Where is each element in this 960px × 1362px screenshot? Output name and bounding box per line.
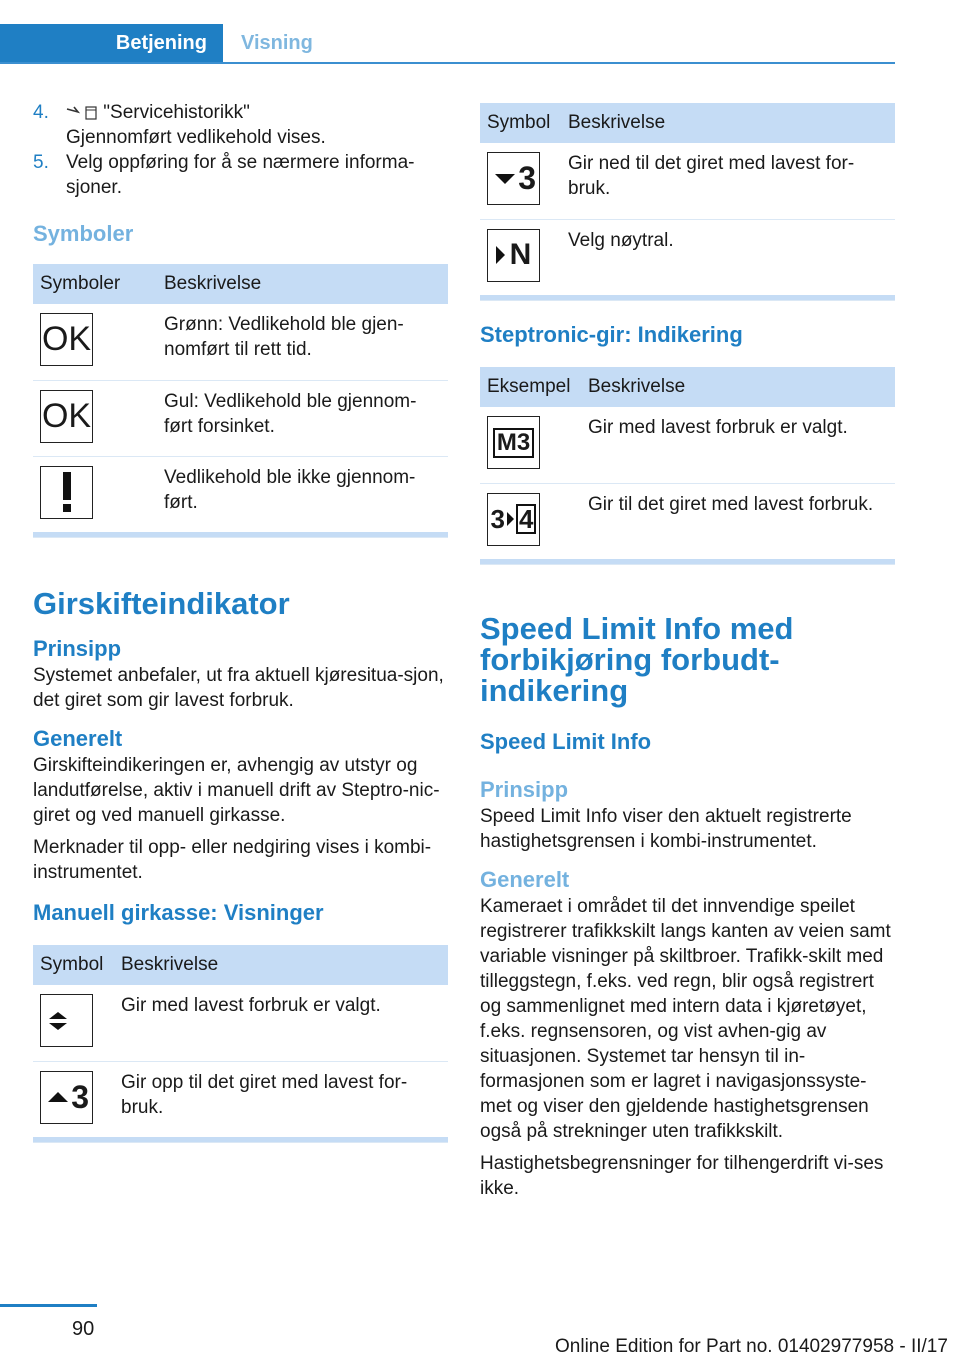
paragraph: Systemet anbefaler, ut fra aktuell kjøresitua-sjon, det giret som gir lavest forbruk. <box>33 665 444 711</box>
m3-icon <box>487 416 540 469</box>
list-number: 5. <box>33 152 49 173</box>
table-cell: Gir ned til det giret med lavest for-bruk. <box>561 143 895 219</box>
gear-optimal-icon <box>40 994 93 1047</box>
gear-up-icon <box>40 1071 93 1124</box>
subheading-steptronic: Steptronic-gir: Indikering <box>480 322 743 347</box>
shift-3-4-icon <box>487 493 540 546</box>
subheading-generelt: Generelt <box>33 726 123 751</box>
page-number: 90 <box>72 1318 95 1340</box>
table-header-row <box>33 264 448 304</box>
gear-number: 3 <box>518 160 536 196</box>
section-title-speed-limit: Speed Limit Info med forbikjøring forbudt-indikering <box>480 611 794 708</box>
table-row <box>33 456 448 532</box>
table-row <box>33 304 448 380</box>
subheading-prinsipp: Prinsipp <box>33 636 122 661</box>
list-item-subtext: Gjennomført vedlikehold vises. <box>66 127 326 148</box>
list-item <box>33 150 448 200</box>
tab-betjening[interactable]: Betjening <box>0 24 223 62</box>
section-title-girskifteindikator: Girskifteindikator <box>33 586 290 621</box>
paragraph: Hastighetsbegrensninger for tilhengerdrift vi-ses ikke. <box>480 1153 884 1199</box>
paragraph: Girskifteindikeringen er, avhengig av utstyr og landutførelse, aktiv i manuell drift av Steptro-nic-giret og ved manuell girkasse. <box>33 755 440 826</box>
tab-visning[interactable]: Visning <box>241 31 313 54</box>
gear-down-icon <box>487 152 540 205</box>
subheading-speed-limit-info: Speed Limit Info <box>480 729 652 754</box>
gear-letter: N <box>509 238 532 271</box>
table-header: Beskrivelse <box>114 945 448 985</box>
list-number: 4. <box>33 102 49 123</box>
service-history-icon <box>66 104 98 122</box>
top-tab-bar <box>0 24 895 64</box>
table-header: Beskrivelse <box>581 367 895 407</box>
table-header-row <box>480 367 895 407</box>
table-header-row <box>33 945 448 985</box>
manual-gear-table <box>33 945 448 1143</box>
left-column <box>33 100 448 1143</box>
table-header: Eksempel <box>480 367 581 407</box>
list-item-text: "Servicehistorikk" <box>103 102 250 123</box>
table-cell: Gul: Vedlikehold ble gjennom-ført forsinket. <box>157 380 448 456</box>
symbols-table <box>33 264 448 538</box>
table-row <box>33 1061 448 1137</box>
table-header: Beskrivelse <box>561 103 895 143</box>
gear-label: M3 <box>493 428 534 458</box>
table-cell: Gir med lavest forbruk er valgt. <box>581 407 895 483</box>
table-row <box>480 483 895 559</box>
subheading-prinsipp: Prinsipp <box>480 777 569 802</box>
table-row <box>480 219 895 295</box>
gear-number: 3 <box>490 503 505 534</box>
gear-number: 3 <box>71 1078 89 1115</box>
right-column <box>480 103 895 1201</box>
section-heading-symboler: Symboler <box>33 221 134 246</box>
table-cell: Vedlikehold ble ikke gjennom-ført. <box>164 466 416 513</box>
table-header: Symbol <box>480 103 561 143</box>
table-bottom-rule <box>33 532 448 538</box>
table-bottom-rule <box>480 295 895 301</box>
list-item <box>33 100 448 150</box>
table-row <box>33 380 448 456</box>
table-row <box>33 985 448 1061</box>
table-bottom-rule <box>480 559 895 565</box>
table-cell: Gir til det giret med lavest forbruk. <box>588 493 874 515</box>
table-cell: Grønn: Vedlikehold ble gjen-nomført til rett tid. <box>157 304 448 380</box>
list-item-text: Velg oppføring for å se nærmere informa-sjoner. <box>66 152 415 198</box>
table-bottom-rule <box>33 1137 448 1143</box>
paragraph: Merknader til opp- eller nedgiring vises i kombi-instrumentet. <box>33 837 432 883</box>
table-cell: Gir med lavest forbruk er valgt. <box>114 985 448 1061</box>
neutral-icon <box>487 229 540 282</box>
table-row <box>480 143 895 219</box>
exclamation-icon <box>40 466 93 519</box>
paragraph: Speed Limit Info viser den aktuelt registrerte hastighetsgrensen i kombi-instrumentet. <box>480 806 852 852</box>
gear-symbols-table <box>480 103 895 301</box>
ok-yellow-icon: OK <box>40 390 93 443</box>
edition-text: Online Edition for Part no. 01402977958 - II/17 <box>555 1336 948 1357</box>
subheading-generelt: Generelt <box>480 867 570 892</box>
paragraph: Kameraet i området til det innvendige speilet registrerer trafikkskilt langs kanten av veien samt variable visninger på skiltbroer. Trafikk-skilt med tilleggstegn, f.eks. ved regn, blir også registrert og sammenlignet med intern data i kjøretøyet, f.eks. regnsensoren, og vist avhen-gig av situasjonen. Systemet tar hensyn til in-formasjonen som er lagret i navigasjonssyste-met og viser den gjeldende hastighetsgrensen også på strekninger uten trafikkskilt. <box>480 896 891 1142</box>
table-cell: Gir opp til det giret med lavest for-bruk. <box>121 1071 408 1118</box>
table-row <box>480 407 895 483</box>
subheading-manuell-girkasse: Manuell girkasse: Visninger <box>33 900 324 925</box>
table-header: Symboler <box>33 264 157 304</box>
ok-green-icon: OK <box>40 313 93 366</box>
gear-number: 4 <box>516 504 536 534</box>
table-header: Symbol <box>33 945 114 985</box>
table-header-row <box>480 103 895 143</box>
footer-rule <box>0 1304 97 1307</box>
steptronic-table <box>480 367 895 565</box>
table-header: Beskrivelse <box>157 264 448 304</box>
table-cell: Velg nøytral. <box>568 229 674 251</box>
